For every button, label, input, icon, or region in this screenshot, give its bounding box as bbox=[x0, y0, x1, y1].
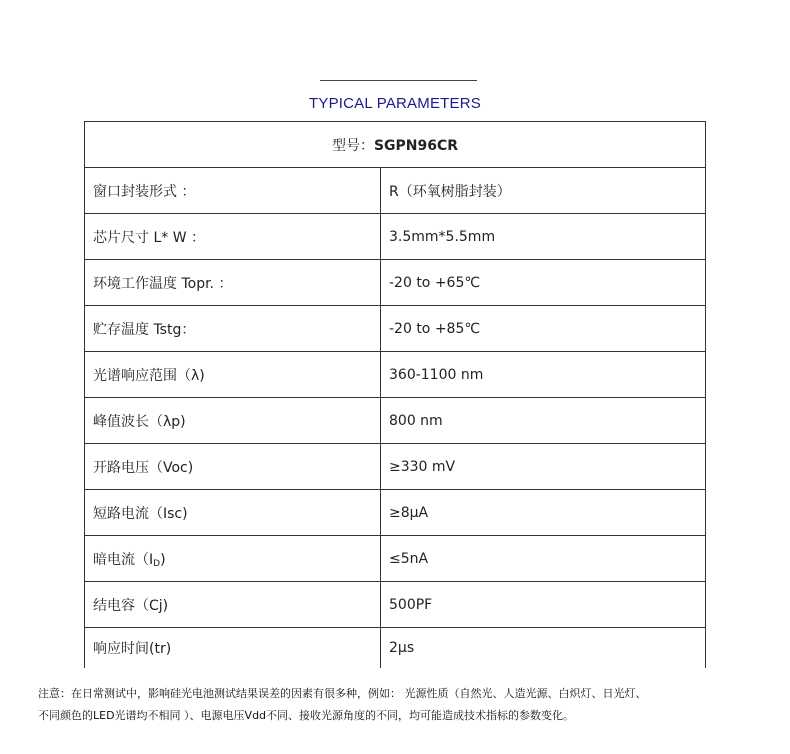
param-value: 2μs bbox=[381, 628, 706, 669]
table-row bbox=[85, 168, 706, 214]
param-value: -20 to +65℃ bbox=[381, 260, 706, 306]
param-value: ≥8μA bbox=[381, 490, 706, 536]
param-value: -20 to +85℃ bbox=[381, 306, 706, 352]
table-row bbox=[85, 628, 706, 669]
label-suffix: ) bbox=[160, 551, 166, 568]
param-label bbox=[85, 536, 381, 582]
param-label: 窗口封装形式 ： bbox=[85, 168, 381, 214]
title-underline-rule bbox=[320, 80, 477, 81]
param-label: 结电容（Cj) bbox=[85, 582, 381, 628]
model-row bbox=[85, 122, 706, 168]
model-value: SGPN96CR bbox=[373, 137, 459, 154]
table-row bbox=[85, 398, 706, 444]
param-value: 360-1100 nm bbox=[381, 352, 706, 398]
model-label: 型号： bbox=[331, 137, 374, 154]
footnote-line: 不同颜色的LED光谱均不相同 ）、电源电压Vdd不同、接收光源角度的不同，均可能造成技术指标的参数变化。 bbox=[38, 709, 575, 722]
param-label: 响应时间(tr) bbox=[85, 628, 381, 669]
table-row bbox=[85, 444, 706, 490]
param-value: ≤5nA bbox=[381, 536, 706, 582]
param-label: 光谱响应范围（λ) bbox=[85, 352, 381, 398]
table-row bbox=[85, 306, 706, 352]
param-value: 800 nm bbox=[381, 398, 706, 444]
table-row bbox=[85, 214, 706, 260]
table-row bbox=[85, 490, 706, 536]
footnote-line: 注意：在日常测试中，影响硅光电池测试结果误差的因素有很多种，例如： 光源性质（自然光、人造光源、白炽灯、日光灯、 bbox=[38, 687, 647, 700]
label-prefix: 暗电流（I bbox=[93, 551, 154, 568]
table-row bbox=[85, 260, 706, 306]
param-label: 峰值波长（λp) bbox=[85, 398, 381, 444]
table-row bbox=[85, 582, 706, 628]
param-label: 开路电压（Voc) bbox=[85, 444, 381, 490]
param-value: R（环氧树脂封装） bbox=[381, 168, 706, 214]
table-row bbox=[85, 352, 706, 398]
parameters-table bbox=[84, 121, 706, 668]
param-label: 芯片尺寸 L* W ： bbox=[85, 214, 381, 260]
label-subscript: D bbox=[153, 558, 161, 569]
param-value: ≥330 mV bbox=[381, 444, 706, 490]
param-label: 环境工作温度 Topr. ： bbox=[85, 260, 381, 306]
param-value: 3.5mm*5.5mm bbox=[381, 214, 706, 260]
param-label: 贮存温度 Tstg： bbox=[85, 306, 381, 352]
param-label: 短路电流（Isc) bbox=[85, 490, 381, 536]
footnote bbox=[38, 683, 778, 727]
model-cell bbox=[85, 122, 706, 168]
table-row bbox=[85, 536, 706, 582]
param-value: 500PF bbox=[381, 582, 706, 628]
page-title: TYPICAL PARAMETERS bbox=[309, 95, 481, 112]
